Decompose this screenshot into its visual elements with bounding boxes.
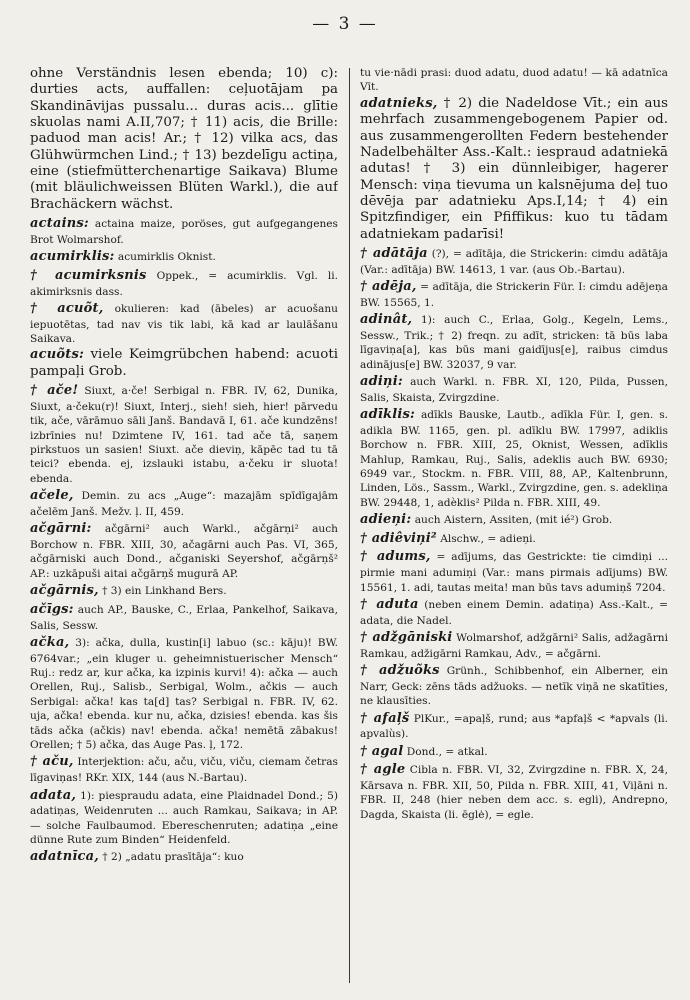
entry-headword: adatnīca, bbox=[30, 849, 99, 865]
entry-headword: † aču, bbox=[30, 754, 74, 770]
entry-text: (neben einem Demin. adatiņa) Ass.-Kalt., = adata, die Nadel. bbox=[360, 598, 668, 627]
dictionary-entry bbox=[360, 530, 668, 548]
entry-headword: acuõts: bbox=[30, 347, 84, 363]
entry-headword: † agal bbox=[360, 743, 404, 759]
dictionary-entry bbox=[30, 382, 338, 486]
entry-headword: actains: bbox=[30, 216, 89, 232]
dictionary-entry bbox=[30, 634, 338, 753]
dictionary-entry bbox=[360, 66, 668, 95]
entry-text: acumirklis Oknist. bbox=[117, 251, 216, 264]
dictionary-entry bbox=[360, 511, 668, 529]
entry-text: Interjektion: aču, aču, viču, viču, ciemam četras līgaviņas! RKr. XIX, 144 (aus N.-Bartau). bbox=[30, 756, 338, 785]
dictionary-entry bbox=[30, 215, 338, 247]
entry-headword: ačele, bbox=[30, 488, 74, 504]
entry-headword: ačgārnis, bbox=[30, 583, 99, 599]
dictionary-entry bbox=[360, 311, 668, 372]
dictionary-entry bbox=[30, 848, 338, 866]
entry-headword: adatnieks, bbox=[360, 95, 438, 111]
entry-headword: † adiêviņi² bbox=[360, 530, 437, 546]
dictionary-entry bbox=[30, 300, 338, 346]
entry-headword: adiņi: bbox=[360, 373, 403, 389]
entry-headword: † agle bbox=[360, 762, 406, 778]
left-column bbox=[30, 66, 338, 991]
dictionary-entry bbox=[360, 245, 668, 277]
dictionary-entry bbox=[360, 278, 668, 310]
entry-headword: adīklis: bbox=[360, 407, 416, 423]
entry-text: Cibla n. FBR. VI, 32, Zvirgzdine n. FBR. X, 24, Kārsava n. FBR. XII, 50, Pilda n. FBR. XIII, 41, Viļāni n. FBR. II, 248 (hier neben dem acc. s. egli), Andrepno, Dagda, Skaista (li. ēglė), = egle. bbox=[360, 764, 668, 821]
dictionary-entry bbox=[30, 753, 338, 785]
dictionary-entry bbox=[30, 601, 338, 633]
dictionary-entry bbox=[30, 248, 338, 266]
entry-text: (?), = adītāja, die Strickerin: cimdu adātāja (Var.: adītāja) BW. 14613, 1 var. (aus Ob.-Bartau). bbox=[360, 247, 668, 276]
entry-text: Grünh., Schibbenhof, ein Alberner, ein Narr, Geck: zēns tāds adžuoks. — netīk viņā ne skatīties, ne klausīties. bbox=[360, 665, 668, 708]
entry-headword: † aduta bbox=[360, 596, 419, 612]
entry-text: Demin. zu acs „Auge“: mazajām spīdīgajām ačelēm Janš. Mežv. ļ. II, 459. bbox=[30, 490, 338, 518]
right-column bbox=[360, 66, 668, 991]
entry-text: Alschw., = adieņi. bbox=[440, 532, 536, 545]
dictionary-entry bbox=[30, 66, 338, 213]
entry-text: auch Warkl. n. FBR. XI, 120, Pilda, Pussen, Salis, Skaista, Zvirgzdine. bbox=[360, 375, 668, 404]
dictionary-entry bbox=[360, 548, 668, 594]
entry-headword: ačka, bbox=[30, 634, 70, 650]
dictionary-entry bbox=[360, 710, 668, 742]
entry-text: okulieren: kad (ābeles) ar acuošanu iepuotētas, tad nav vis tik labi, kā kad ar laulāšanu Saikava. bbox=[30, 302, 338, 345]
column-divider bbox=[349, 68, 350, 983]
entry-headword: † ače! bbox=[30, 383, 79, 399]
dictionary-entry bbox=[360, 629, 668, 661]
entry-headword: adata, bbox=[30, 787, 77, 803]
dictionary-columns bbox=[30, 66, 670, 991]
entry-text: auch Aistern, Assiten, (mit ié²) Grob. bbox=[414, 514, 613, 527]
entry-text: Wolmarshof, adžgārni² Salis, adžagārni Ramkau, adžigārni Ramkau, Adv., = ačgārni. bbox=[360, 632, 668, 660]
dictionary-entry bbox=[30, 347, 338, 380]
entry-text: Siuxt, a·če! Serbigal n. FBR. IV, 62, Dunika, Siuxt, a·čeku(r)! Siuxt, Interj., sieh! sieh, hier! pārvedu tik, ače, vārāmuo sāli Janš. Bandavā I, 61. ače kundzēns! izbrīnies nu! Dzimtene IV, 161. tad ače tā, saņem pirkstuos un sasien! Siuxt. ače dieviņ, kāpēc tad tu tā teici? ebenda. ej, izslauki istabu, a·čeku ir sluota! ebenda. bbox=[30, 385, 338, 485]
entry-headword: † adžuõks bbox=[360, 663, 440, 679]
entry-text: 1): piespraudu adata, eine Plaidnadel Dond.; 5) adatiņas, Weidenruten ... auch Ramkau, Saikava; in AP. — solche Faulbaumod. Ebereschenruten; adatiņa „eine dünne Rute zum Binden“ Heidenfeld. bbox=[30, 789, 338, 846]
dictionary-entry bbox=[360, 96, 668, 243]
entry-text: † 3) ein Linkhand Bers. bbox=[102, 585, 227, 598]
entry-text: ohne Verständnis lesen ebenda; 10) c): durties acts, auffallen: ceļuotājam pa Skandināvijas pussalu... duras acis... glītie skuolas nami A.II,707; † 11) acis, die Brille: paduod man acis! Ar.; † 12) vilka acs, das Glühwürmchen Lind.; † 13) bezdelīgu actiņa, eine (stiefmütterchenartige Saikava) Blume (mit bläulichweissen Blüten Warkl.), die auf Brachäckern wächst. bbox=[30, 66, 338, 212]
entry-text: auch AP., Bauske, C., Erlaa, Pankelhof, Saikava, Salis, Sessw. bbox=[30, 603, 338, 632]
entry-text: Dond., = atkal. bbox=[406, 745, 488, 758]
dictionary-entry bbox=[30, 267, 338, 299]
entry-headword: † adžgāniski bbox=[360, 630, 453, 646]
entry-headword: † acuõt, bbox=[30, 300, 104, 316]
dictionary-entry bbox=[30, 787, 338, 848]
entry-headword: † adums, bbox=[360, 549, 431, 565]
entry-headword: † adātāja bbox=[360, 245, 428, 261]
entry-text: 3): ačka, dulla, kustin[i] labuo (sc.: kāju)! BW. 6764var.; „ein kluger u. geheimnistuerischer Mensch“ Ruj.: redz ar, kur ačka, ka izpinis kurvi! 4): ačka — auch Orellen, Ruj., Salisb., Serbigal, Wolm., ačkis — auch Serbigal: ačka! kas ta[d] tas? Serbigal n. FBR. IV, 62. uja, ačka! ebenda. kur nu, ačka, dzisies! ebenda. kas šis tāds ačka (ačkis) nav! ebenda. ačka! nemētā zābakus! Orellen; † 5) ačka, das Auge Pas. ļ, 172. bbox=[30, 636, 338, 752]
dictionary-entry bbox=[360, 406, 668, 510]
entry-headword: ačgārni: bbox=[30, 521, 92, 537]
entry-text: Oppek., = acumirklis. Vgl. li. akimirksnis dass. bbox=[30, 269, 338, 298]
page-number: — 3 — bbox=[312, 14, 378, 34]
dictionary-entry bbox=[30, 487, 338, 519]
entry-text: tu vie·nādi prasi: duod adatu, duod adatu! — kā adatnīca Vīt. bbox=[360, 67, 668, 94]
entry-text: = adījums, das Gestrickte: tie cimdiņi ... pirmie mani adumiņi (Var.: mans pirmais adījums) BW. 15561, 1. adi, tautas meita! man būs tavs adumiņš 7204. bbox=[360, 551, 668, 594]
dictionary-entry bbox=[360, 743, 668, 761]
dictionary-entry bbox=[360, 373, 668, 405]
entry-text: † 2) „adatu prasītāja“: kuo bbox=[102, 851, 244, 864]
entry-text: actaina maize, poröses, gut aufgegangenes Brot Wolmarshof. bbox=[30, 218, 338, 246]
entry-headword: † acumirksnis bbox=[30, 267, 147, 283]
dictionary-entry bbox=[360, 662, 668, 708]
entry-text: † 2) die Nadeldose Vīt.; ein aus mehrfach zusammengebogenem Papier od. aus zusammengerollten Federn bestehender Nadelbehälter Ass.-Kalt.: iespraud adatniekā adutas! † 3) ein dünnleibiger, hagerer Mensch: viņa tievuma un kalsnējuma deļ tuo dēvēja par adatnieku Aps.I,14; † 4) ein Spitzfindiger, ein Pfiffikus: kuo tu tādam adatniekam padarīsi! bbox=[360, 95, 668, 242]
entry-headword: † afaļš bbox=[360, 710, 410, 726]
entry-headword: adieņi: bbox=[360, 512, 412, 528]
entry-text: 1): auch C., Erlaa, Golg., Kegeln, Lems., Sessw., Trik.; † 2) freqn. zu adīt, stricken: tā būs laba līgaviņa[a], kas būs mani gaidījus[e], raibus cimdus adinājus[e] BW. 32037, 9 var. bbox=[360, 314, 668, 371]
dictionary-entry bbox=[30, 520, 338, 581]
entry-headword: acumirklis: bbox=[30, 249, 115, 265]
dictionary-entry bbox=[30, 582, 338, 600]
entry-text: viele Keimgrübchen habend: acuoti pampaļi Grob. bbox=[30, 347, 338, 379]
entry-text: = adītāja, die Strickerin Für. I: cimdu adējeņa BW. 15565, 1. bbox=[360, 280, 668, 309]
entry-text: adīkls Bauske, Lautb., adīkla Für. I, gen. s. adikla BW. 1165, gen. pl. adīklu BW. 17997, adiklis Borchow n. FBR. XIII, 25, Oknist, Wessen, adīklis Mahlup, Ramkau, Ruj., Salis, adeklis auch BW. 6930; 6949 var., Stockm. n. FBR. VIII, 88, AP., Kaltenbrunn, Linden, Lös., Sassm., Warkl., Zvirgzdine, gen. s. adekliņa BW. 29448, 1, adèklis² Pilda n. FBR. XIII, 49. bbox=[360, 409, 668, 509]
entry-text: ačgārni² auch Warkl., ačgārņi² auch Borchow n. FBR. XIII, 30, ačagārni auch Pas. VI, 365, ačgārniski auch Dond., ačganiski Seyershof, ačgārņš² AP.: uzkāpuši aitai ačgārņš mugurā AP. bbox=[30, 523, 338, 580]
entry-headword: adinât, bbox=[360, 312, 413, 328]
entry-headword: ačīgs: bbox=[30, 601, 74, 617]
dictionary-entry bbox=[360, 761, 668, 822]
entry-text: PlKur., =apaļš, rund; aus *apfaļš < *apvals (li. apvalùs). bbox=[360, 712, 668, 741]
entry-headword: † adēja, bbox=[360, 278, 417, 294]
dictionary-entry bbox=[360, 596, 668, 628]
